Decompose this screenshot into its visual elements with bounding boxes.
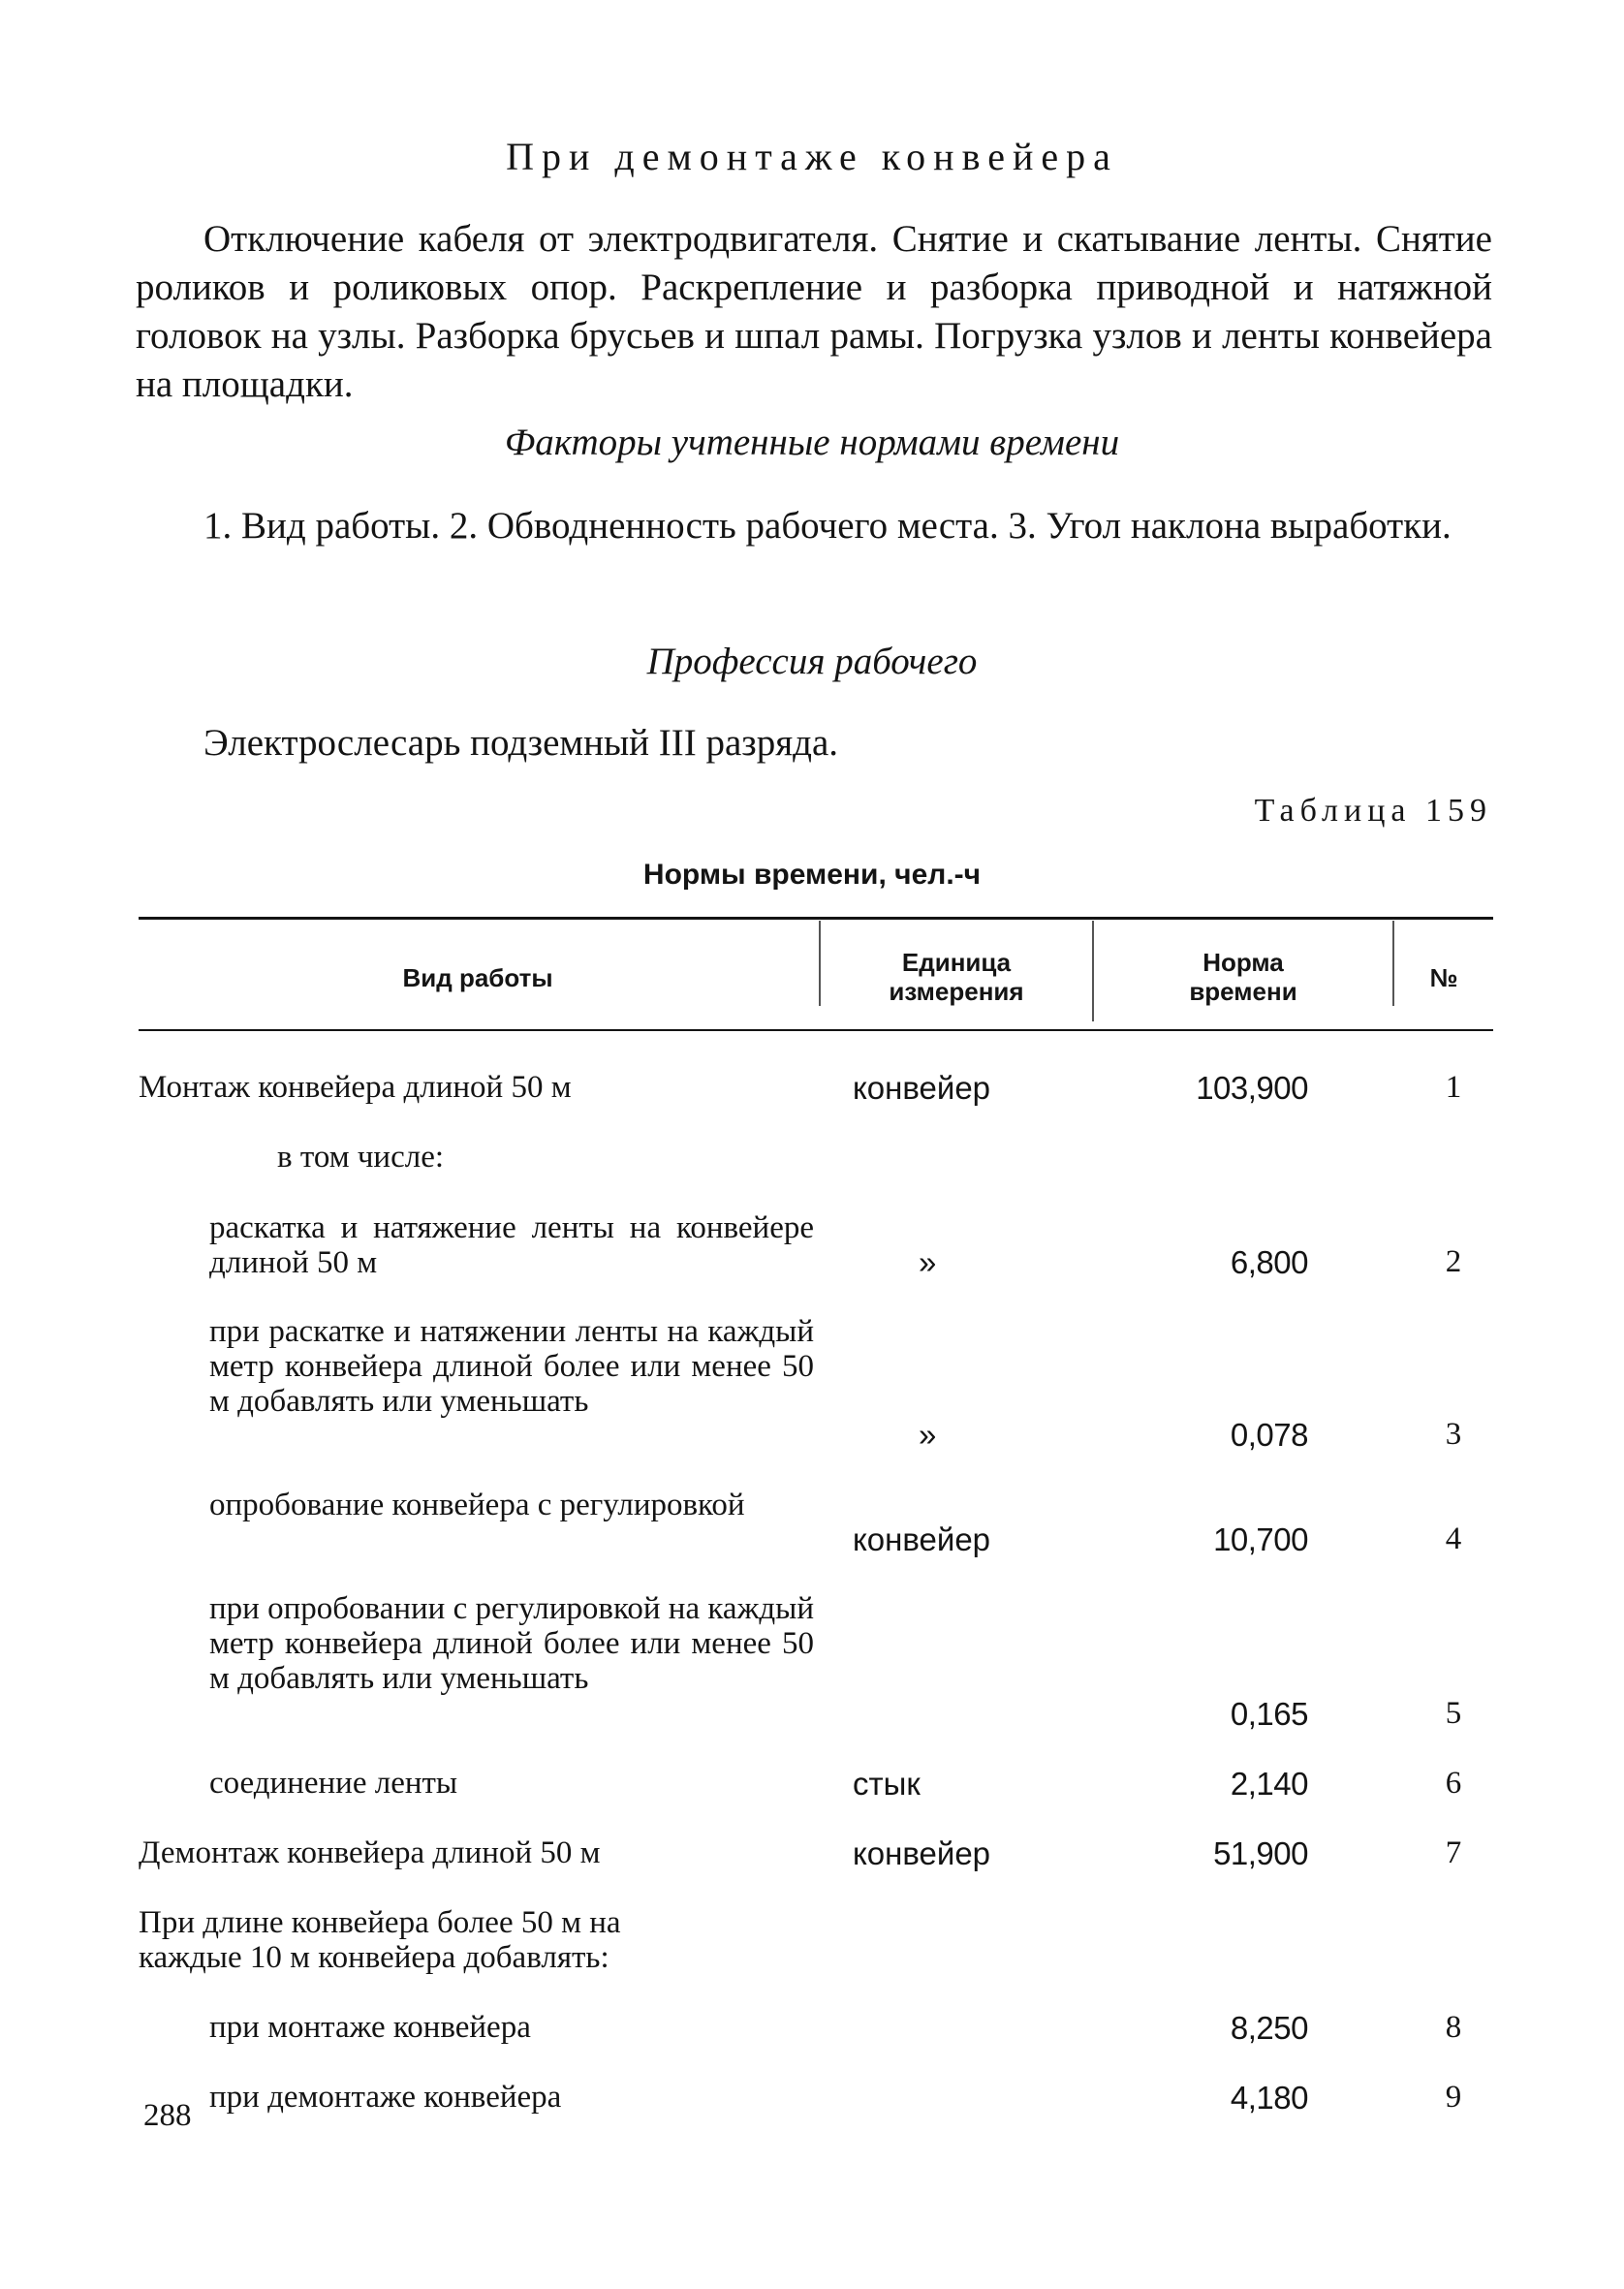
row-unit: » (919, 1244, 937, 1280)
row-work-name: при демонтаже конвейера (209, 2080, 562, 2115)
row-unit: » (919, 1417, 937, 1453)
row-work-name: при монтаже конвейера (209, 2010, 531, 2045)
row-number: 9 (1445, 2080, 1462, 2115)
row-norm-value: 103,900 (1196, 1070, 1308, 1106)
row-norm-value: 10,700 (1213, 1521, 1308, 1557)
row-norm-value: 0,078 (1230, 1417, 1308, 1453)
row-number: 6 (1445, 1766, 1462, 1801)
column-header-work: Вид работы (402, 963, 553, 992)
column-divider (1392, 921, 1394, 1006)
column-divider (1092, 921, 1094, 1021)
row-work-name: Монтаж конвейера длиной 50 м (139, 1070, 572, 1105)
table-header-rule (139, 1029, 1493, 1031)
profession-heading: Профессия рабочего (646, 641, 978, 682)
row-norm-value: 4,180 (1230, 2080, 1308, 2116)
row-work-name: опробование конвейера с регулировкой (209, 1488, 745, 1522)
row-unit: конвейер (853, 1070, 991, 1106)
row-work-name: в том числе: (277, 1140, 445, 1175)
row-number: 8 (1445, 2010, 1462, 2045)
section-title: При демонтаже конвейера (506, 135, 1118, 178)
row-unit: конвейер (853, 1835, 991, 1871)
row-work-name: при опробовании с регулировкой на каждый метр конвейера длиной более или менее 50 м добавлять или уменьшать (209, 1591, 814, 1696)
table-label: Таблица 159 (1254, 793, 1492, 829)
row-norm-value: 0,165 (1230, 1696, 1308, 1732)
row-number: 3 (1445, 1417, 1462, 1452)
row-number: 4 (1445, 1521, 1462, 1556)
factors-paragraph: 1. Вид работы. 2. Обводненность рабочего места. 3. Угол наклона выработки. (203, 505, 1452, 547)
column-header-number: № (1429, 963, 1458, 992)
row-work-name: раскатка и натяжение ленты на конвейере длиной 50 м (209, 1210, 814, 1280)
row-norm-value: 51,900 (1213, 1835, 1308, 1871)
table-top-rule (139, 917, 1493, 920)
table-caption: Нормы времени, чел.-ч (642, 859, 982, 891)
row-unit: конвейер (853, 1521, 991, 1557)
profession-paragraph: Электрослесарь подземный III разряда. (203, 722, 839, 764)
row-work-name: соединение ленты (209, 1766, 458, 1801)
row-number: 7 (1445, 1835, 1462, 1870)
factors-heading: Факторы учтенные нормами времени (504, 422, 1120, 463)
operations-paragraph: Отключение кабеля от электродвигателя. Снятие и скатывание ленты. Снятие роликов и роликовых опор. Раскрепление и разборка приводной и натяжной головок на узлы. Разборка брусьев и шпал рамы. Погрузка узлов и ленты конвейера на площадки. (136, 218, 1492, 405)
row-number: 1 (1445, 1070, 1462, 1105)
row-work-name: При длине конвейера более 50 м на каждые 10 м конвейера добавлять: (139, 1905, 621, 1975)
row-work-name: Демонтаж конвейера длиной 50 м (139, 1835, 601, 1870)
row-norm-value: 6,800 (1230, 1244, 1308, 1280)
row-number: 5 (1445, 1696, 1462, 1731)
row-norm-value: 2,140 (1230, 1766, 1308, 1802)
column-header-unit: Единица измерения (889, 948, 1024, 1006)
page-number: 288 (143, 2098, 192, 2133)
row-norm-value: 8,250 (1230, 2010, 1308, 2046)
row-work-name: при раскатке и натяжении ленты на каждый метр конвейера длиной более или менее 50 м добавлять или уменьшать (209, 1314, 814, 1419)
row-number: 2 (1445, 1244, 1462, 1279)
row-unit: стык (853, 1766, 921, 1802)
column-header-norm: Норма времени (1189, 948, 1297, 1006)
column-divider (819, 921, 821, 1006)
